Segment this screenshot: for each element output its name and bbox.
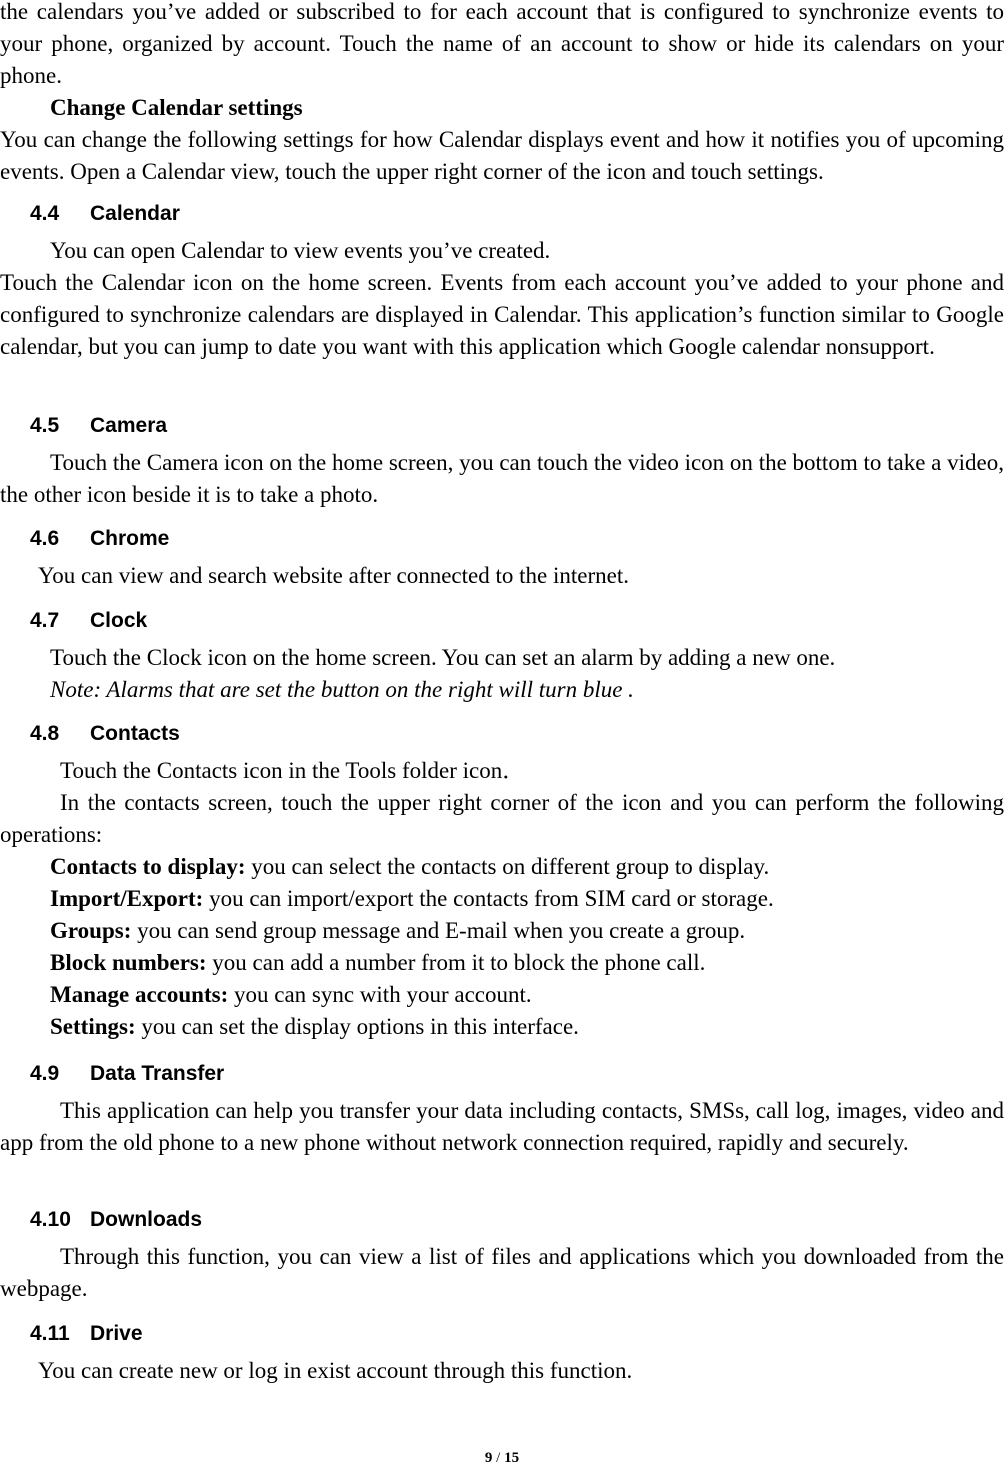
section-title: Drive xyxy=(90,1322,143,1345)
section-number: 4.11 xyxy=(30,1322,70,1345)
paragraph: Touch the Calendar icon on the home screen. Events from each account you’ve added to your phone and configured to synchronize calendars are displayed in Calendar. This application’s function similar to Google calendar, but you can jump to date you want with this application which Google calendar nonsupport. xyxy=(0,270,1004,359)
option-item xyxy=(0,851,1004,883)
section-4-11 xyxy=(0,1313,1004,1387)
section-title: Data Transfer xyxy=(90,1062,225,1085)
option-label: Contacts to display: xyxy=(50,854,246,879)
paragraph: You can view and search website after connected to the internet. xyxy=(38,563,629,588)
section-number: 4.6 xyxy=(30,527,60,550)
section-number: 4.8 xyxy=(30,722,60,745)
option-text: you can add a number from it to block the phone call. xyxy=(206,950,706,975)
option-text: you can sync with your account. xyxy=(228,982,532,1007)
option-label: Settings: xyxy=(50,1014,136,1039)
section-title: Calendar xyxy=(90,202,180,225)
option-item xyxy=(0,915,1004,947)
section-title: Clock xyxy=(90,609,148,632)
option-item xyxy=(0,979,1004,1011)
paragraph: This application can help you transfer your data including contacts, SMSs, call log, images, video and app from the old phone to a new phone without network connection required, rapidly and securely. xyxy=(0,1098,1004,1155)
section-4-7 xyxy=(0,600,1004,706)
continued-paragraph: the calendars you’ve added or subscribed to for each account that is configured to synchronize events to your phone, organized by account. Touch the name of an account to show or hide its calendars on your phone. xyxy=(0,0,1004,88)
page-separator: / xyxy=(492,1450,505,1466)
subheading-change-calendar-settings: Change Calendar settings xyxy=(50,95,303,120)
section-heading xyxy=(30,1315,1004,1353)
section-heading xyxy=(30,195,1004,233)
paragraph: Touch the Clock icon on the home screen. You can set an alarm by adding a new one. xyxy=(50,645,836,670)
paragraph: Touch the Camera icon on the home screen, you can touch the video icon on the bottom to take a video, the other icon beside it is to take a photo. xyxy=(0,450,1004,507)
section-4-8 xyxy=(0,713,1004,1043)
option-item xyxy=(0,1011,1004,1043)
option-label: Block numbers: xyxy=(50,950,207,975)
paragraph: You can open Calendar to view events you’ve created. xyxy=(50,238,551,263)
intro-block xyxy=(0,0,1004,188)
section-number: 4.9 xyxy=(30,1062,60,1085)
option-text: you can set the display options in this interface. xyxy=(135,1014,579,1039)
section-4-10 xyxy=(0,1199,1004,1305)
option-label: Manage accounts: xyxy=(50,982,229,1007)
section-4-4 xyxy=(0,193,1004,363)
section-title: Chrome xyxy=(90,527,170,550)
section-heading xyxy=(30,1201,1004,1239)
section-4-6 xyxy=(0,518,1004,592)
section-title: Camera xyxy=(90,414,168,437)
option-text: you can select the contacts on different group to display. xyxy=(245,854,770,879)
note: Note: Alarms that are set the button on the right will turn blue . xyxy=(50,677,634,702)
paragraph: In the contacts screen, touch the upper right corner of the icon and you can perform the following operations: xyxy=(0,790,1004,847)
settings-paragraph: You can change the following settings for how Calendar displays event and how it notifies you of upcoming events. Open a Calendar view, touch the upper right corner of the icon and touch settings. xyxy=(0,127,1004,184)
section-number: 4.10 xyxy=(30,1208,71,1231)
section-title: Downloads xyxy=(90,1208,203,1231)
section-heading xyxy=(30,520,1004,558)
paragraph: You can create new or log in exist account through this function. xyxy=(38,1358,633,1383)
option-label: Groups: xyxy=(50,918,132,943)
section-4-9 xyxy=(0,1053,1004,1159)
page-number-footer xyxy=(0,1448,1004,1468)
section-number: 4.5 xyxy=(30,414,60,437)
option-text: you can send group message and E-mail when you create a group. xyxy=(131,918,746,943)
option-text: you can import/export the contacts from SIM card or storage. xyxy=(203,886,774,911)
section-heading xyxy=(30,407,1004,445)
section-heading xyxy=(30,1055,1004,1093)
section-4-5 xyxy=(0,405,1004,511)
option-label: Import/Export: xyxy=(50,886,204,911)
section-heading xyxy=(30,715,1004,753)
option-item xyxy=(0,947,1004,979)
option-item xyxy=(0,883,1004,915)
paragraph: Through this function, you can view a list of files and applications which you downloaded from the webpage. xyxy=(0,1244,1004,1301)
total-pages: 15 xyxy=(504,1450,520,1466)
section-heading xyxy=(30,602,1004,640)
current-page: 9 xyxy=(484,1450,493,1466)
section-number: 4.7 xyxy=(30,609,60,632)
section-title: Contacts xyxy=(90,722,180,745)
paragraph: Touch the Contacts icon in the Tools folder icon． xyxy=(60,758,526,783)
section-number: 4.4 xyxy=(30,202,60,225)
